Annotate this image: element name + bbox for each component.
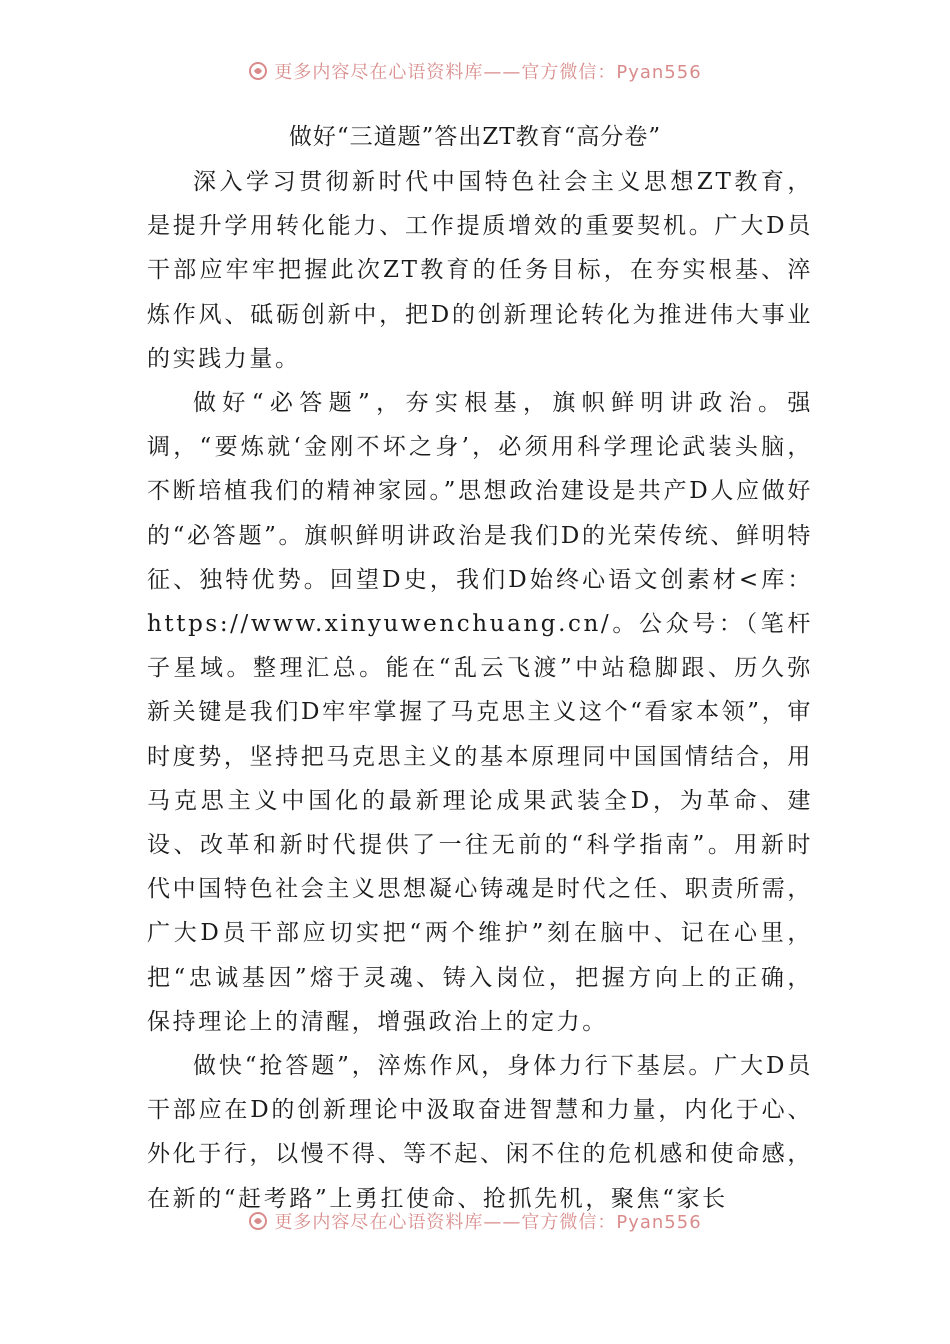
document-body (147, 160, 813, 1221)
paragraph: 做快“抢答题”，淬炼作风，身体力行下基层。广大D员干部应在D的创新理论中汲取奋进智慧和力量，内化于心、外化于行，以慢不得、等不起、闲不住的危机感和使命感，在新的“赶考路”上勇扛使命、抢抓先机，聚焦“家长 (147, 1053, 813, 1212)
document-title: 做好“三道题”答出ZT教育“高分卷” (288, 124, 662, 150)
paragraph: 深入学习贯彻新时代中国特色社会主义思想ZT教育，是提升学用转化能力、工作提质增效的重要契机。广大D员干部应牢牢把握此次ZT教育的任务目标，在夯实根基、淬炼作风、砥砺创新中，把D的创新理论转化为推进伟大事业的实践力量。 (147, 169, 813, 372)
watermark-text: 更多内容尽在心语资料库——官方微信：Pyan556 (274, 1212, 702, 1233)
watermark-logo-icon (248, 61, 268, 81)
paragraph: 做好“必答题”，夯实根基，旗帜鲜明讲政治。强调，“要炼就‘金刚不坏之身’，必须用科学理论武装头脑，不断培植我们的精神家园。”思想政治建设是共产D人应做好的“必答题”。旗帜鲜明讲政治是我们D的光荣传统、鲜明特征、独特优势。回望D史，我们D始终心语文创素材<库：https://www.xinyuwenchuang.cn/。公众号：（笔杆子星域。整理汇总。能在“乱云飞渡”中站稳脚跟、历久弥新关键是我们D牢牢掌握了马克思主义这个“看家本领”，审时度势，坚持把马克思主义的基本原理同中国国情结合，用马克思主义中国化的最新理论成果武装全D，为革命、建设、改革和新时代提供了一往无前的“科学指南”。用新时代中国特色社会主义思想凝心铸魂是时代之任、职责所需，广大D员干部应切实把“两个维护”刻在脑中、记在心里，把“忠诚基因”熔于灵魂、铸入岗位，把握方向上的正确，保持理论上的清醒，增强政治上的定力。 (147, 390, 813, 1035)
watermark-header (0, 58, 950, 84)
watermark-text: 更多内容尽在心语资料库——官方微信：Pyan556 (274, 62, 702, 83)
watermark-logo-icon (248, 1211, 268, 1231)
watermark-footer (0, 1208, 950, 1234)
